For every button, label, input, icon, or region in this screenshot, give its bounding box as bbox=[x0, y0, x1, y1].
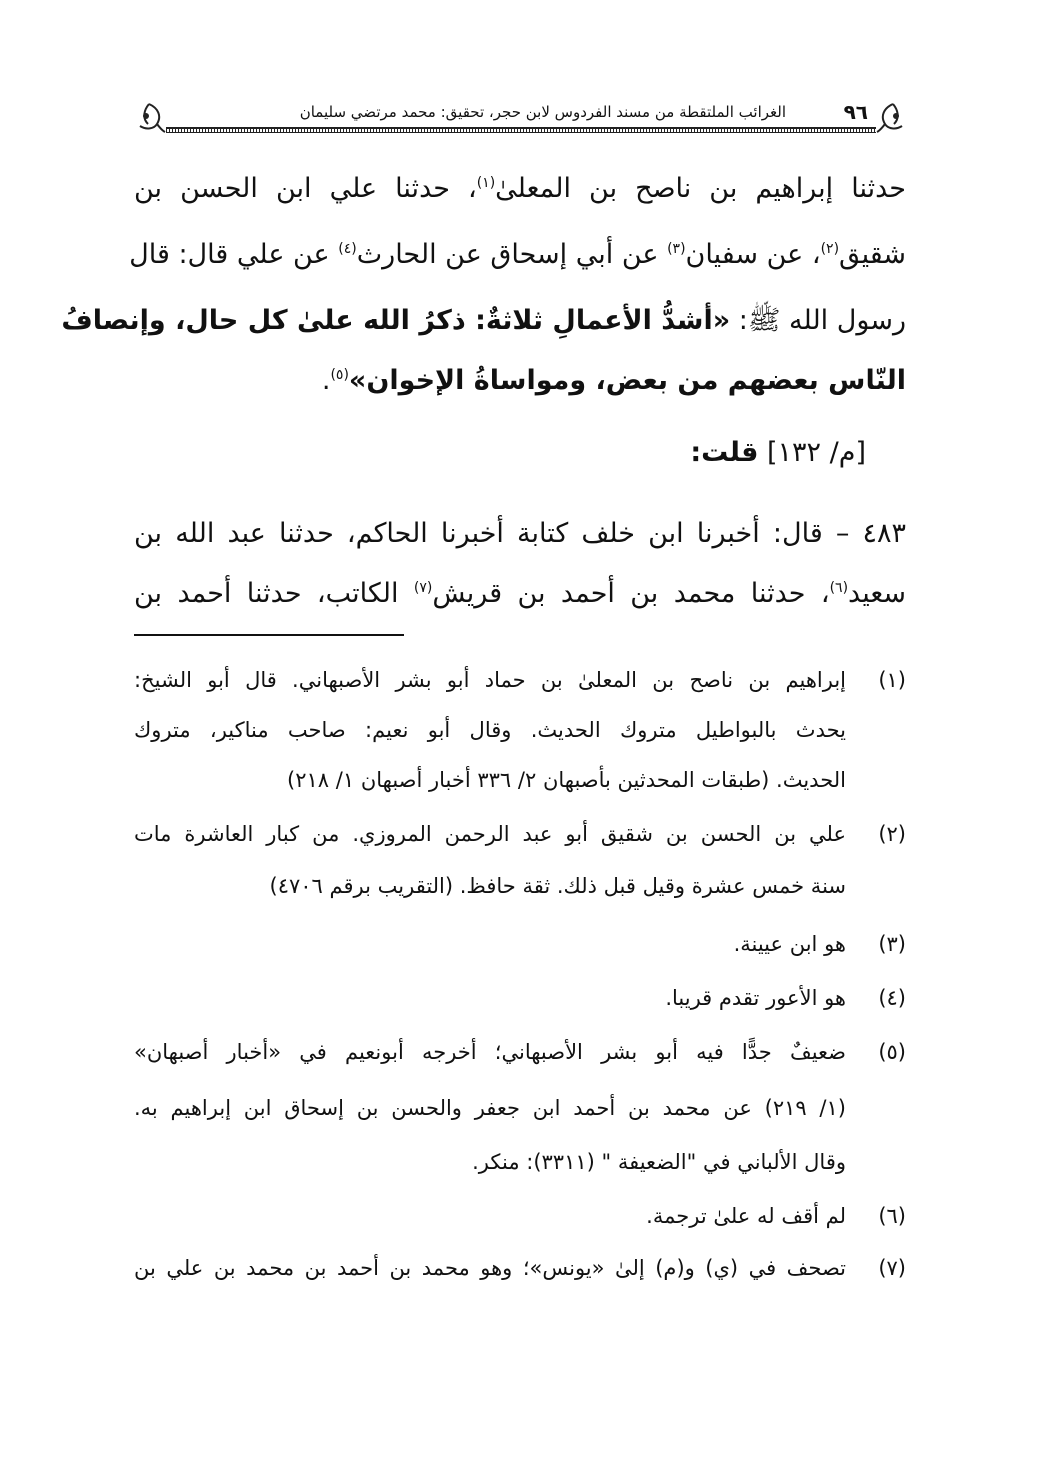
page-marker: [م/ ١٣٢] bbox=[758, 437, 866, 468]
hadith-text: النّاس بعضهم من بعض، ومواساةُ الإخوان» bbox=[348, 365, 906, 396]
footnote-ref: (٦) bbox=[829, 580, 849, 596]
footnote-text: علي بن الحسن بن شقيق أبو عبد الرحمن المروزي. من كبار العاشرة مات bbox=[134, 822, 846, 846]
text-line bbox=[134, 565, 906, 623]
footnote-text: لم أقف له علىٰ ترجمة. bbox=[646, 1204, 846, 1228]
running-title: الغرائب الملتقطة من مسند الفردوس لابن حجر، تحقيق: محمد مرتضي سليمان bbox=[299, 103, 786, 121]
footnote-number: (٥) bbox=[878, 1040, 906, 1064]
text-line bbox=[134, 505, 906, 563]
text-run: حدثنا إبراهيم بن ناصح بن المعلىٰ bbox=[495, 173, 906, 204]
footnote-ref: (٢) bbox=[820, 241, 840, 257]
text-line bbox=[134, 352, 906, 410]
section-label: قلت: bbox=[690, 437, 759, 468]
footnote-text: وقال الألباني في "الضعيفة " (٣٣١١): منكر. bbox=[472, 1150, 846, 1174]
text-run: ، حدثنا علي ابن الحسن بن bbox=[134, 173, 477, 204]
text-run: الكاتب، حدثنا أحمد بن bbox=[134, 578, 414, 609]
text-run: . bbox=[321, 365, 331, 396]
text-line bbox=[690, 424, 866, 482]
text-run: شقيق bbox=[839, 239, 906, 270]
ornament-icon bbox=[132, 102, 166, 134]
text-run: رسول الله ﷺ: bbox=[730, 305, 906, 336]
footnote-text: (١/ ٢١٩) عن محمد بن أحمد ابن جعفر والحسن بن إسحاق ابن إبراهيم به. bbox=[134, 1096, 846, 1120]
footnote-text: سنة خمس عشرة وقيل قبل ذلك. ثقة حافظ. (التقريب برقم ٤٧٠٦) bbox=[269, 874, 846, 898]
footnote-text: الحديث. (طبقات المحدثين بأصبهان ٢/ ٣٣٦ أخبار أصبهان ١/ ٢١٨) bbox=[287, 768, 846, 792]
text-line bbox=[61, 292, 906, 350]
footnote-number: (٤) bbox=[878, 986, 906, 1010]
footnote-ref: (٥) bbox=[330, 367, 349, 383]
running-header bbox=[136, 96, 906, 136]
footnote-text: ضعيفٌ جدًّا فيه أبو بشر الأصبهاني؛ أخرجه أبونعيم في «أخبار أصبهان» bbox=[134, 1040, 846, 1064]
text-run: ، حدثنا محمد بن أحمد بن قريش bbox=[432, 578, 830, 609]
footnote-text: هو الأعور تقدم قريبا. bbox=[665, 986, 846, 1010]
ornament-icon bbox=[876, 102, 910, 134]
text-run: عن علي قال: قال bbox=[129, 239, 339, 270]
text-run: ٤٨٣ – قال: أخبرنا ابن خلف كتابة أخبرنا الحاكم، حدثنا عبد الله بن bbox=[134, 518, 906, 549]
text-run: ، عن سفيان bbox=[685, 239, 821, 270]
footnote-ref: (٤) bbox=[338, 241, 357, 257]
footnote-text: يحدث بالبواطيل متروك الحديث. وقال أبو نعيم: صاحب مناكير، متروك bbox=[134, 718, 846, 742]
footnote-separator bbox=[134, 634, 404, 636]
footnote-text: تصحف في (ي) و(م) إلىٰ «يونس»؛ وهو محمد بن أحمد بن محمد بن علي بن bbox=[134, 1256, 846, 1280]
footnote-number: (٦) bbox=[878, 1204, 906, 1228]
footnote-ref: (٧) bbox=[413, 580, 433, 596]
text-run: سعيد bbox=[848, 578, 907, 609]
hadith-text: «أشدُّ الأعمالِ ثلاثةٌ: ذكرُ الله علىٰ كل حال، وإنصافُ bbox=[61, 305, 731, 336]
footnote-number: (٣) bbox=[878, 932, 906, 956]
footnote-text: هو ابن عيينة. bbox=[733, 932, 846, 956]
footnote-ref: (١) bbox=[476, 175, 496, 191]
header-rule-bottom bbox=[166, 132, 876, 133]
text-line bbox=[134, 160, 906, 218]
page-number: ٩٦ bbox=[843, 100, 868, 124]
footnote-number: (١) bbox=[878, 668, 906, 692]
footnote-number: (٧) bbox=[878, 1256, 906, 1280]
text-run: عن أبي إسحاق عن الحارث bbox=[356, 239, 668, 270]
text-line bbox=[129, 226, 906, 284]
footnote-number: (٢) bbox=[878, 822, 906, 846]
footnote-ref: (٣) bbox=[667, 241, 686, 257]
footnote-text: إبراهيم بن ناصح بن المعلىٰ بن حماد أبو بشر الأصبهاني. قال أبو الشيخ: bbox=[134, 668, 846, 692]
